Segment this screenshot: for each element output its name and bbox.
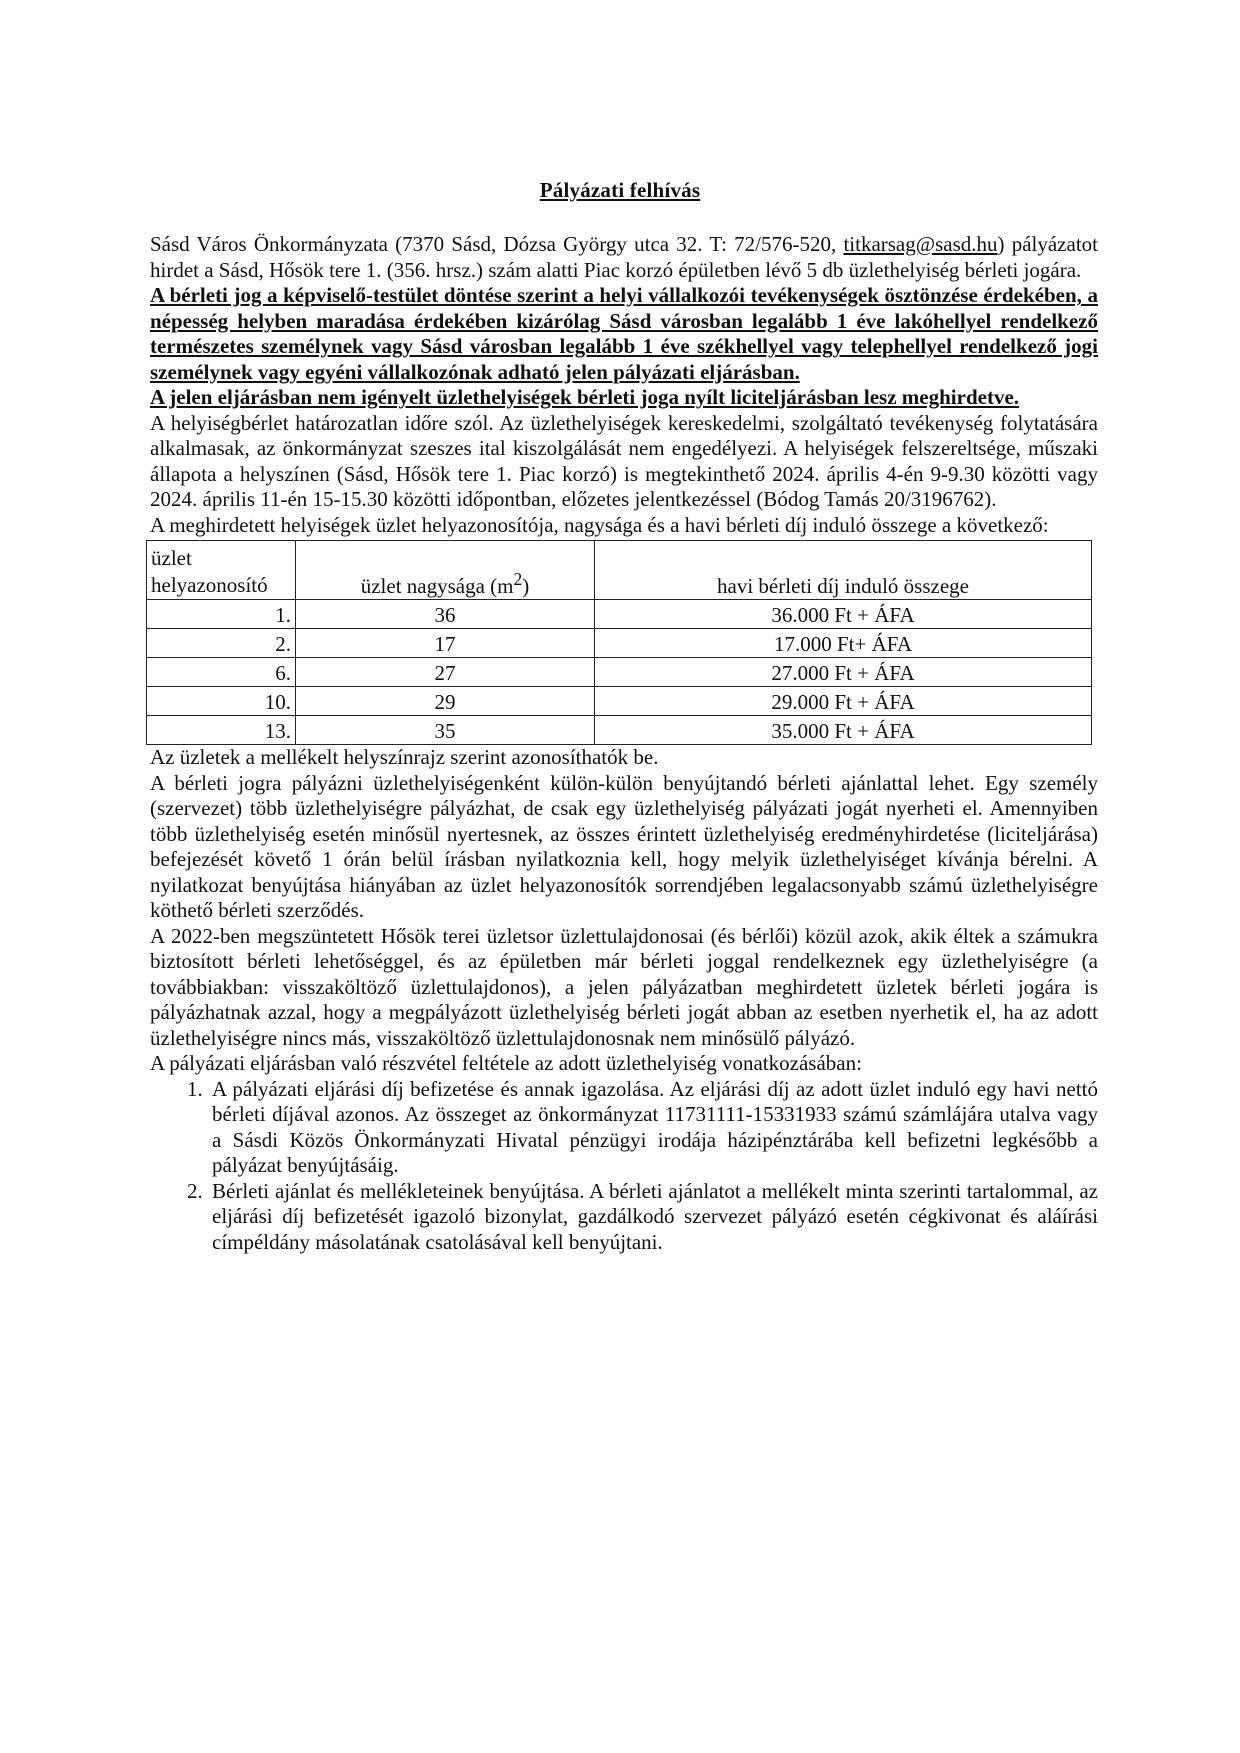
page-title: Pályázati felhívás <box>539 178 701 202</box>
conditions-intro: A pályázati eljárásban való részvétel feltétele az adott üzlethelyiség vonatkozásában: <box>150 1051 862 1075</box>
table-row <box>147 687 1092 716</box>
document-body <box>150 232 1098 1255</box>
application-rules-paragraph: A bérleti jogra pályázni üzlethelyiségenként külön-külön benyújtandó bérleti ajánlattal lehet. Egy személy (szervezet) több üzlethelyiségre pályázhat, de csak egy üzlethelyiség pályázati jogát nyerheti el. Amennyiben több üzlethelyiség esetén minősül nyertesnek, az összes érintett üzlethelyiség eredményhirdetése (liciteljárása) befejezését követő 1 órán belül írásban nyilatkoznia kell, hogy melyik üzlethelyiséget kívánja bérelni. A nyilatkozat benyújtása hiányában az üzlet helyazonosítók sorrendjében legalacsonyabb számú üzlethelyiségre köthető bérleti szerződés. <box>150 770 1098 922</box>
header-id-line2: helyazonosító <box>151 573 268 597</box>
email-link[interactable]: titkarsag@sasd.hu <box>843 232 998 256</box>
intro-paragraph <box>150 232 1098 283</box>
table-header-row <box>147 541 1092 600</box>
cell-rent: 35.000 Ft + ÁFA <box>595 716 1092 745</box>
intro-text-2: ) pályázatot hirdet a Sásd, Hősök tere 1. (356. hrsz.) szám alatti Piac korzó épületben lévő 5 db üzlethelyiség bérleti jogára. <box>150 232 1098 282</box>
cell-rent: 29.000 Ft + ÁFA <box>595 687 1092 716</box>
cell-size: 17 <box>296 629 595 658</box>
cell-id: 6. <box>147 658 296 687</box>
header-size-sup: 2 <box>513 568 523 589</box>
site-plan-paragraph: Az üzletek a mellékelt helyszínrajz szerint azonosíthatók be. <box>150 745 659 769</box>
returning-owners-paragraph: A 2022-ben megszüntetett Hősök terei üzletsor üzlettulajdonosai (és bérlői) közül azok, akik éltek a számukra biztosított bérleti lehetőséggel, és az épületben már bérleti joggal rendelkeznek egy üzlethelyiségre (a továbbiakban: visszaköltöző üzlettulajdonos), a jelen pályázatban meghirdetett üzletek bérleti jogára is pályázhatnak azzal, hogy a megpályázott üzlethelyiség bérleti jogát abban az esetben nyerhetik el, ha az adott üzlethelyiségre nincs más, visszaköltöző üzlettulajdonosnak nem minősülő pályázó. <box>150 923 1098 1050</box>
cell-rent: 27.000 Ft + ÁFA <box>595 658 1092 687</box>
header-size-end: ) <box>522 573 530 598</box>
eligibility-paragraph: A bérleti jog a képviselő-testület döntése szerint a helyi vállalkozói tevékenységek ösztönzése érdekében, a népesség helyben maradása érdekében kizárólag Sásd városban legalább 1 éve lakóhellyel rendelkező természetes személynek vagy Sásd városban legalább 1 éve székhellyel vagy telephellyel rendelkező jogi személynek vagy egyéni vállalkozónak adható jelen pályázati eljárásban. <box>150 283 1098 384</box>
table-row <box>147 658 1092 687</box>
intro-text-1: Sásd Város Önkormányzata (7370 Sásd, Dózsa György utca 32. T: 72/576-520, <box>150 232 844 256</box>
cell-size: 29 <box>296 687 595 716</box>
cell-id: 10. <box>147 687 296 716</box>
header-rent: havi bérleti díj induló összege <box>595 541 1092 600</box>
cell-size: 36 <box>296 600 595 629</box>
lease-term-paragraph: A helyiségbérlet határozatlan időre szól. Az üzlethelyiségek kereskedelmi, szolgáltató tevékenység folytatására alkalmasak, az önkormányzat szeszes ital kiszolgálását nem engedélyezi. A helyiségek felszereltsége, műszaki állapota a helyszínen (Sásd, Hősök tere 1. Piac korzó) is megtekinthető 2024. április 4-én 9-9.30 közötti vagy 2024. április 11-én 15-15.30 közötti időpontban, előzetes jelentkezéssel (Bódog Tamás 20/3196762). <box>150 410 1098 511</box>
table-row <box>147 716 1092 745</box>
table-intro-paragraph: A meghirdetett helyiségek üzlet helyazonosítója, nagysága és a havi bérleti díj induló összege a következő: <box>150 512 1049 537</box>
table-row <box>147 629 1092 658</box>
header-size-text: üzlet nagysága (m <box>360 573 514 598</box>
cell-size: 27 <box>296 658 595 687</box>
cell-size: 35 <box>296 716 595 745</box>
header-shop-id <box>147 541 296 600</box>
cell-id: 13. <box>147 716 296 745</box>
rent-table <box>146 540 1092 745</box>
cell-id: 1. <box>147 600 296 629</box>
cell-id: 2. <box>147 629 296 658</box>
cell-rent: 36.000 Ft + ÁFA <box>595 600 1092 629</box>
conditions-list <box>150 1077 1098 1256</box>
cell-rent: 17.000 Ft+ ÁFA <box>595 629 1092 658</box>
open-auction-paragraph: A jelen eljárásban nem igényelt üzlethelyiségek bérleti joga nyílt liciteljárásban lesz meghirdetve. <box>150 385 1020 409</box>
list-item: 1. A pályázati eljárási díj befizetése és annak igazolása. Az eljárási díj az adott üzlet induló egy havi nettó bérleti díjával azonos. Az összeget az önkormányzat 11731111-15331933 számú számlájára utalva vagy a Sásdi Közös Önkormányzati Hivatal pénzügyi irodája házipénztárába kell befizetni legkésőbb a pályázat benyújtásáig. <box>208 1077 1098 1179</box>
header-size <box>296 541 595 600</box>
list-item: 2. Bérleti ajánlat és mellékleteinek benyújtása. A bérleti ajánlatot a mellékelt minta szerinti tartalommal, az eljárási díj befizetését igazoló bizonylat, gazdálkodó szervezet pályázó esetén cégkivonat és aláírási címpéldány másolatának csatolásával kell benyújtani. <box>208 1179 1098 1256</box>
header-id-line1: üzlet <box>151 546 192 570</box>
table-row <box>147 600 1092 629</box>
